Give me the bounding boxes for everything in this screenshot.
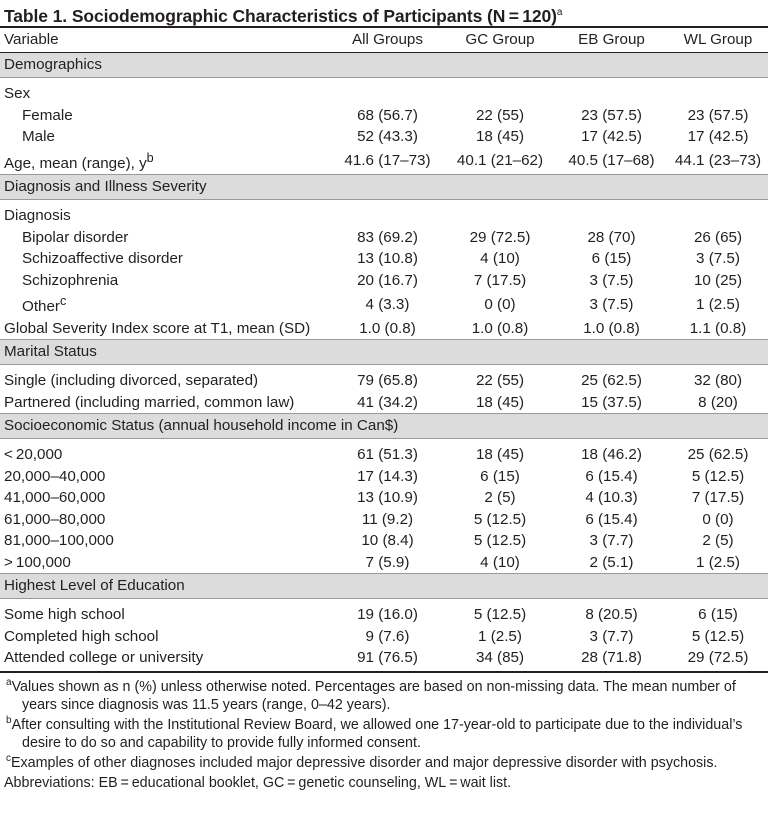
table-row: [0, 487, 768, 509]
row-label: [0, 365, 330, 392]
cell-all-groups: 17 (14.3): [357, 467, 418, 485]
cell-eb-group: 23 (57.5): [581, 106, 642, 124]
cell-gc-group: 5 (12.5): [473, 510, 527, 528]
row-label: [0, 392, 330, 414]
cell-wl-group: 5 (12.5): [691, 467, 745, 485]
cell-eb-group: 8 (20.5): [585, 606, 638, 624]
row-label: [0, 248, 330, 270]
row-label-text: Sex: [4, 85, 31, 102]
cell-eb-group: 4 (10.3): [585, 489, 638, 507]
cell-wl-group: 10 (25): [693, 271, 743, 289]
footnote-a: [4, 678, 764, 714]
characteristics-table: [0, 28, 768, 673]
cell-all-groups: 13 (10.8): [357, 250, 418, 268]
cell-eb-group: 3 (7.7): [589, 627, 634, 645]
cell-all-groups: 1.0 (0.8): [359, 319, 416, 337]
abbreviations: Abbreviations: EB = educational booklet, GC = genetic counseling, WL = wait list.: [4, 774, 512, 791]
table-title-note-mark: a: [556, 7, 563, 19]
row-label-text: Schizophrenia: [22, 271, 119, 289]
row-label-text: Age, mean (range), y: [4, 154, 147, 172]
section-label: Demographics: [0, 53, 768, 78]
row-label-text: Completed high school: [4, 627, 159, 645]
table-row: [0, 318, 768, 340]
cell-wl-group: 1 (2.5): [696, 295, 740, 313]
cell-all-groups: 91 (76.5): [330, 647, 445, 672]
cell-all-groups: 11 (9.2): [361, 510, 414, 528]
row-label: [0, 200, 330, 227]
cell-all-groups: 7 (5.9): [365, 553, 410, 571]
section-label: Diagnosis and Illness Severity: [0, 175, 768, 200]
row-label-text: Single (including divorced, separated): [4, 372, 259, 390]
cell-gc-group: 22 (55): [475, 372, 525, 390]
section-row: [0, 414, 768, 439]
footnote-mark: b: [6, 714, 12, 726]
row-label-text: Diagnosis: [4, 207, 71, 225]
cell-all-groups: 13 (10.9): [357, 489, 418, 507]
table-row: [0, 148, 768, 175]
cell-eb-group: [555, 78, 668, 105]
row-label: [0, 318, 330, 340]
cell-wl-group: 32 (80): [693, 372, 743, 390]
table-row: [0, 291, 768, 318]
footnotes: [0, 673, 768, 792]
cell-wl-group: [668, 200, 768, 227]
cell-all-groups: 20 (16.7): [357, 271, 418, 289]
row-label-text: > 100,000: [4, 553, 71, 571]
row-label-text: 81,000–100,000: [4, 532, 114, 550]
row-label-text: Schizoaffective disorder: [22, 250, 183, 268]
table-row: [0, 270, 768, 292]
table-title-text: Table 1. Sociodemographic Characteristics of Participants (N = 120): [4, 6, 557, 26]
cell-gc-group: 29 (72.5): [469, 228, 531, 246]
cell-gc-group: 4 (10): [480, 250, 520, 268]
table-title: [0, 0, 768, 28]
row-label: [0, 291, 330, 318]
footnote-text: Examples of other diagnoses included major depressive disorder and major depressive disorder with psychosis.: [11, 754, 718, 771]
cell-wl-group: 3 (7.5): [696, 250, 740, 268]
cell-gc-group: 0 (0): [484, 295, 516, 313]
row-label-text: < 20,000: [4, 446, 63, 464]
cell-eb-group: 3 (7.5): [589, 271, 634, 289]
cell-eb-group: 2 (5.1): [589, 553, 634, 571]
row-label-text: 41,000–60,000: [4, 489, 106, 507]
row-label: [0, 270, 330, 292]
section-label: Highest Level of Education: [0, 574, 768, 599]
cell-all-groups: 41 (34.2): [357, 393, 418, 411]
table-row: [0, 552, 768, 574]
cell-gc-group: [445, 200, 555, 227]
row-label-text: Male: [22, 128, 55, 145]
row-label: [0, 439, 330, 466]
cell-gc-group: 1.0 (0.8): [471, 319, 529, 337]
row-label: [0, 599, 330, 626]
row-label-text: Bipolar disorder: [22, 228, 129, 246]
row-label: [0, 626, 330, 648]
cell-all-groups: [330, 200, 445, 227]
section-label: Marital Status: [0, 340, 768, 365]
section-label: Socioeconomic Status (annual household income in Can$): [0, 414, 768, 439]
footnote-b: [4, 716, 764, 752]
cell-wl-group: 26 (65): [693, 228, 743, 246]
row-label-text: Some high school: [4, 606, 125, 624]
section-row: [0, 574, 768, 599]
cell-all-groups: [330, 78, 445, 105]
row-label: [0, 466, 330, 488]
table-row: [0, 248, 768, 270]
table-row: [0, 626, 768, 648]
cell-all-groups: 19 (16.0): [357, 606, 418, 624]
cell-wl-group: 7 (17.5): [691, 489, 745, 507]
table-row: [0, 599, 768, 626]
table-row: [0, 509, 768, 531]
cell-all-groups: 4 (3.3): [365, 295, 410, 313]
cell-gc-group: 18 (45): [475, 128, 525, 145]
cell-gc-group: 4 (10): [480, 553, 520, 571]
header-variable: Variable: [0, 28, 330, 53]
cell-wl-group: 29 (72.5): [668, 647, 768, 672]
table-body: [0, 53, 768, 672]
section-row: [0, 175, 768, 200]
cell-gc-group: 18 (45): [475, 446, 525, 464]
cell-eb-group: 6 (15): [591, 250, 632, 268]
cell-gc-group: 34 (85): [445, 647, 555, 672]
row-label: [0, 227, 330, 249]
cell-all-groups: 79 (65.8): [357, 372, 418, 390]
cell-wl-group: 1 (2.5): [696, 553, 740, 571]
cell-gc-group: 1 (2.5): [478, 627, 522, 645]
header-row: [0, 28, 768, 53]
cell-eb-group: 18 (46.2): [581, 446, 642, 464]
footnote-text: After consulting with the Institutional Review Board, we allowed one 17-year-old to participate due to the individual’s desire to do so and capability to provide fully informed consent.: [11, 716, 743, 751]
cell-wl-group: 17 (42.5): [687, 128, 749, 145]
cell-eb-group: [555, 200, 668, 227]
row-label-text: Other: [22, 298, 60, 316]
cell-eb-group: 40.5 (17–68): [568, 152, 655, 170]
cell-eb-group: 1.0 (0.8): [583, 319, 640, 337]
row-label-text: 20,000–40,000: [4, 467, 106, 485]
cell-wl-group: [668, 78, 768, 105]
table-row: [0, 126, 768, 148]
cell-gc-group: [445, 78, 555, 105]
cell-wl-group: 44.1 (23–73): [674, 152, 762, 170]
cell-gc-group: 7 (17.5): [473, 271, 527, 289]
group-row: [0, 78, 768, 105]
footnote-text: Values shown as n (%) unless otherwise noted. Percentages are based on non-missing data. The mean number of years since diagnosis was 11.5 years (range, 0–42 years).: [11, 678, 736, 713]
cell-eb-group: 3 (7.7): [589, 532, 634, 550]
cell-gc-group: 5 (12.5): [473, 532, 527, 550]
cell-eb-group: 28 (71.8): [555, 647, 668, 672]
cell-gc-group: 22 (55): [475, 106, 525, 124]
cell-wl-group: 1.1 (0.8): [689, 319, 747, 337]
row-note-mark: b: [146, 150, 154, 165]
footnote-mark: c: [6, 752, 11, 764]
cell-all-groups: 41.6 (17–73): [344, 152, 431, 170]
cell-all-groups: 9 (7.6): [365, 627, 410, 645]
cell-all-groups: 83 (69.2): [357, 228, 418, 246]
header-gc-group: GC Group: [445, 28, 555, 53]
section-row: [0, 340, 768, 365]
row-label-text: Global Severity Index score at T1, mean (SD): [4, 319, 311, 337]
table-row: [0, 530, 768, 552]
cell-wl-group: 23 (57.5): [687, 106, 749, 124]
cell-eb-group: 25 (62.5): [581, 372, 642, 390]
footnote-mark: a: [6, 676, 12, 688]
cell-eb-group: 15 (37.5): [581, 393, 642, 411]
table-row: [0, 105, 768, 127]
cell-wl-group: 25 (62.5): [687, 446, 749, 464]
cell-eb-group: 28 (70): [587, 228, 636, 246]
row-label-text: Female: [22, 106, 73, 124]
row-label: [0, 530, 330, 552]
cell-wl-group: 5 (12.5): [691, 627, 745, 645]
cell-gc-group: 6 (15): [480, 467, 520, 485]
table-row: [0, 439, 768, 466]
row-label: [0, 78, 330, 105]
row-label: [0, 148, 330, 175]
row-label: [0, 487, 330, 509]
row-label: [0, 126, 330, 148]
header-wl-group: WL Group: [668, 28, 768, 53]
row-label-text: Partnered (including married, common law): [4, 393, 295, 411]
cell-gc-group: 40.1 (21–62): [456, 152, 544, 170]
cell-all-groups: 52 (43.3): [357, 128, 418, 145]
row-label: [0, 509, 330, 531]
cell-gc-group: 18 (45): [475, 393, 525, 411]
row-note-mark: c: [59, 294, 67, 309]
group-row: [0, 200, 768, 227]
table-row: [0, 365, 768, 392]
row-label: [0, 105, 330, 127]
cell-eb-group: 3 (7.5): [589, 295, 634, 313]
cell-wl-group: 8 (20): [698, 393, 738, 411]
row-label: [0, 552, 330, 574]
cell-wl-group: 6 (15): [698, 606, 738, 624]
table-row: [0, 227, 768, 249]
row-label-text: 61,000–80,000: [4, 510, 106, 528]
row-label-text: Attended college or university: [4, 649, 204, 667]
cell-eb-group: 17 (42.5): [581, 128, 642, 145]
row-label: [0, 647, 330, 672]
cell-all-groups: 68 (56.7): [357, 106, 418, 124]
footnote-c: [4, 754, 764, 772]
cell-eb-group: 6 (15.4): [585, 467, 638, 485]
header-all-groups: All Groups: [330, 28, 445, 53]
cell-all-groups: 61 (51.3): [357, 446, 418, 464]
cell-all-groups: 10 (8.4): [361, 532, 414, 550]
header-eb-group: EB Group: [555, 28, 668, 53]
table-row: [0, 466, 768, 488]
table-row: [0, 647, 768, 672]
cell-eb-group: 6 (15.4): [585, 510, 638, 528]
table-row: [0, 392, 768, 414]
cell-gc-group: 5 (12.5): [473, 606, 527, 624]
cell-wl-group: 0 (0): [702, 510, 734, 528]
cell-wl-group: 2 (5): [702, 532, 734, 550]
cell-gc-group: 2 (5): [484, 489, 516, 507]
section-row: [0, 53, 768, 78]
